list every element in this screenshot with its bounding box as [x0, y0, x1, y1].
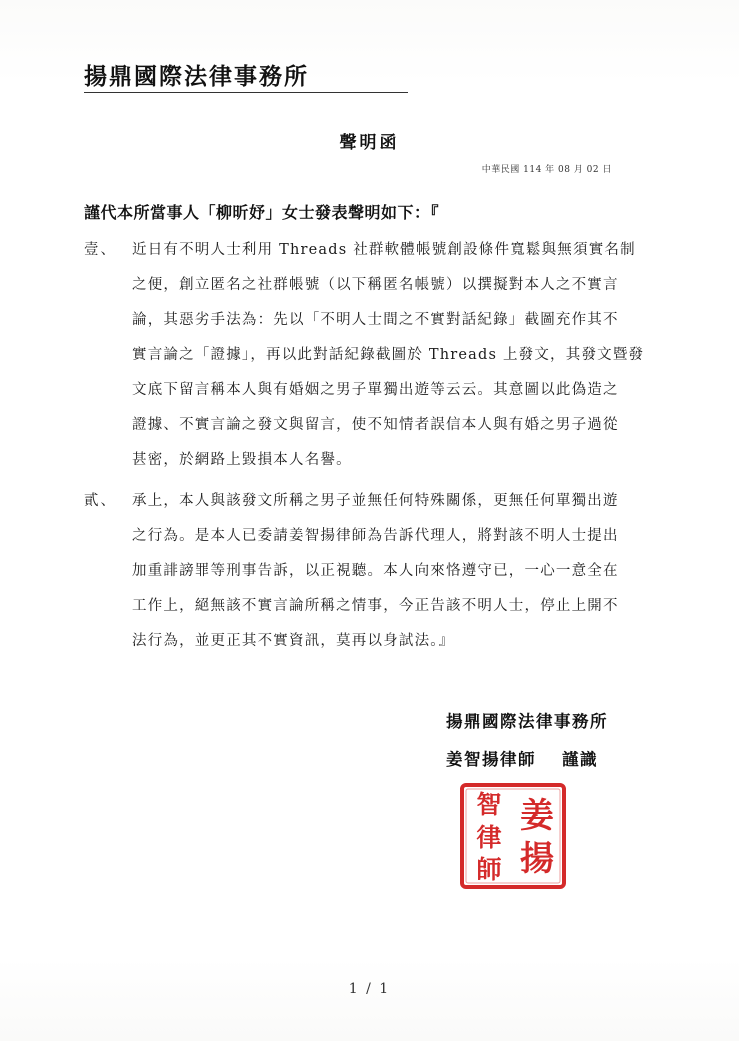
seal-char: 揚	[520, 839, 554, 879]
item-line: 甚密，於網路上毀損本人名譽。	[132, 452, 352, 468]
seal-char: 智	[476, 790, 502, 819]
item-marker: 貳、	[84, 493, 117, 509]
item-line: 文底下留言稱本人與有婚姻之男子單獨出遊等云云。其意圖以此偽造之	[132, 382, 619, 398]
letterhead-divider	[84, 92, 408, 93]
item-line: 之便，創立匿名之社群帳號（以下稱匿名帳號）以撰擬對本人之不實言	[132, 277, 619, 293]
document-title: 聲明函	[339, 133, 400, 153]
seal-char: 律	[476, 823, 502, 852]
signature-firm: 揚鼎國際法律事務所	[446, 712, 608, 731]
signature-lawyer-line	[446, 746, 598, 770]
item-line: 法行為，並更正其不實資訊，莫再以身試法。』	[132, 633, 455, 649]
signature-closing: 謹識	[562, 750, 598, 769]
seal-char: 師	[476, 855, 502, 884]
item-marker: 壹、	[84, 242, 117, 258]
page-number: 1 / 1	[348, 981, 391, 997]
seal-char: 姜	[520, 796, 554, 836]
letterhead-firm-name: 揚鼎國際法律事務所	[84, 63, 309, 90]
item-line: 實言論之「證據」，再以此對話紀錄截圖於 Threads 上發文，其發文暨發	[132, 347, 645, 363]
document-date: 中華民國 114 年 08 月 02 日	[481, 165, 612, 175]
statement-intro: 謹代本所當事人「柳昕妤」女士發表聲明如下：『	[84, 203, 440, 222]
item-line: 工作上，絕無該不實言論所稱之情事，今正告該不明人士，停止上開不	[132, 598, 619, 614]
signature-lawyer: 姜智揚律師	[446, 750, 536, 769]
lawyer-seal-stamp	[457, 780, 569, 892]
item-line: 加重誹謗罪等刑事告訴，以正視聽。本人向來恪遵守已，一心一意全在	[132, 563, 619, 579]
item-line: 近日有不明人士利用 Threads 社群軟體帳號創設條件寬鬆與無須實名制	[132, 242, 636, 258]
item-line: 證據、不實言論之發文與留言，使不知情者誤信本人與有婚之男子過從	[132, 417, 619, 433]
item-line: 之行為。是本人已委請姜智揚律師為告訴代理人，將對該不明人士提出	[132, 528, 619, 544]
item-line: 承上，本人與該發文所稱之男子並無任何特殊關係，更無任何單獨出遊	[132, 493, 619, 509]
item-line: 論，其惡劣手法為：先以「不明人士間之不實對話紀錄」截圖充作其不	[132, 312, 619, 328]
